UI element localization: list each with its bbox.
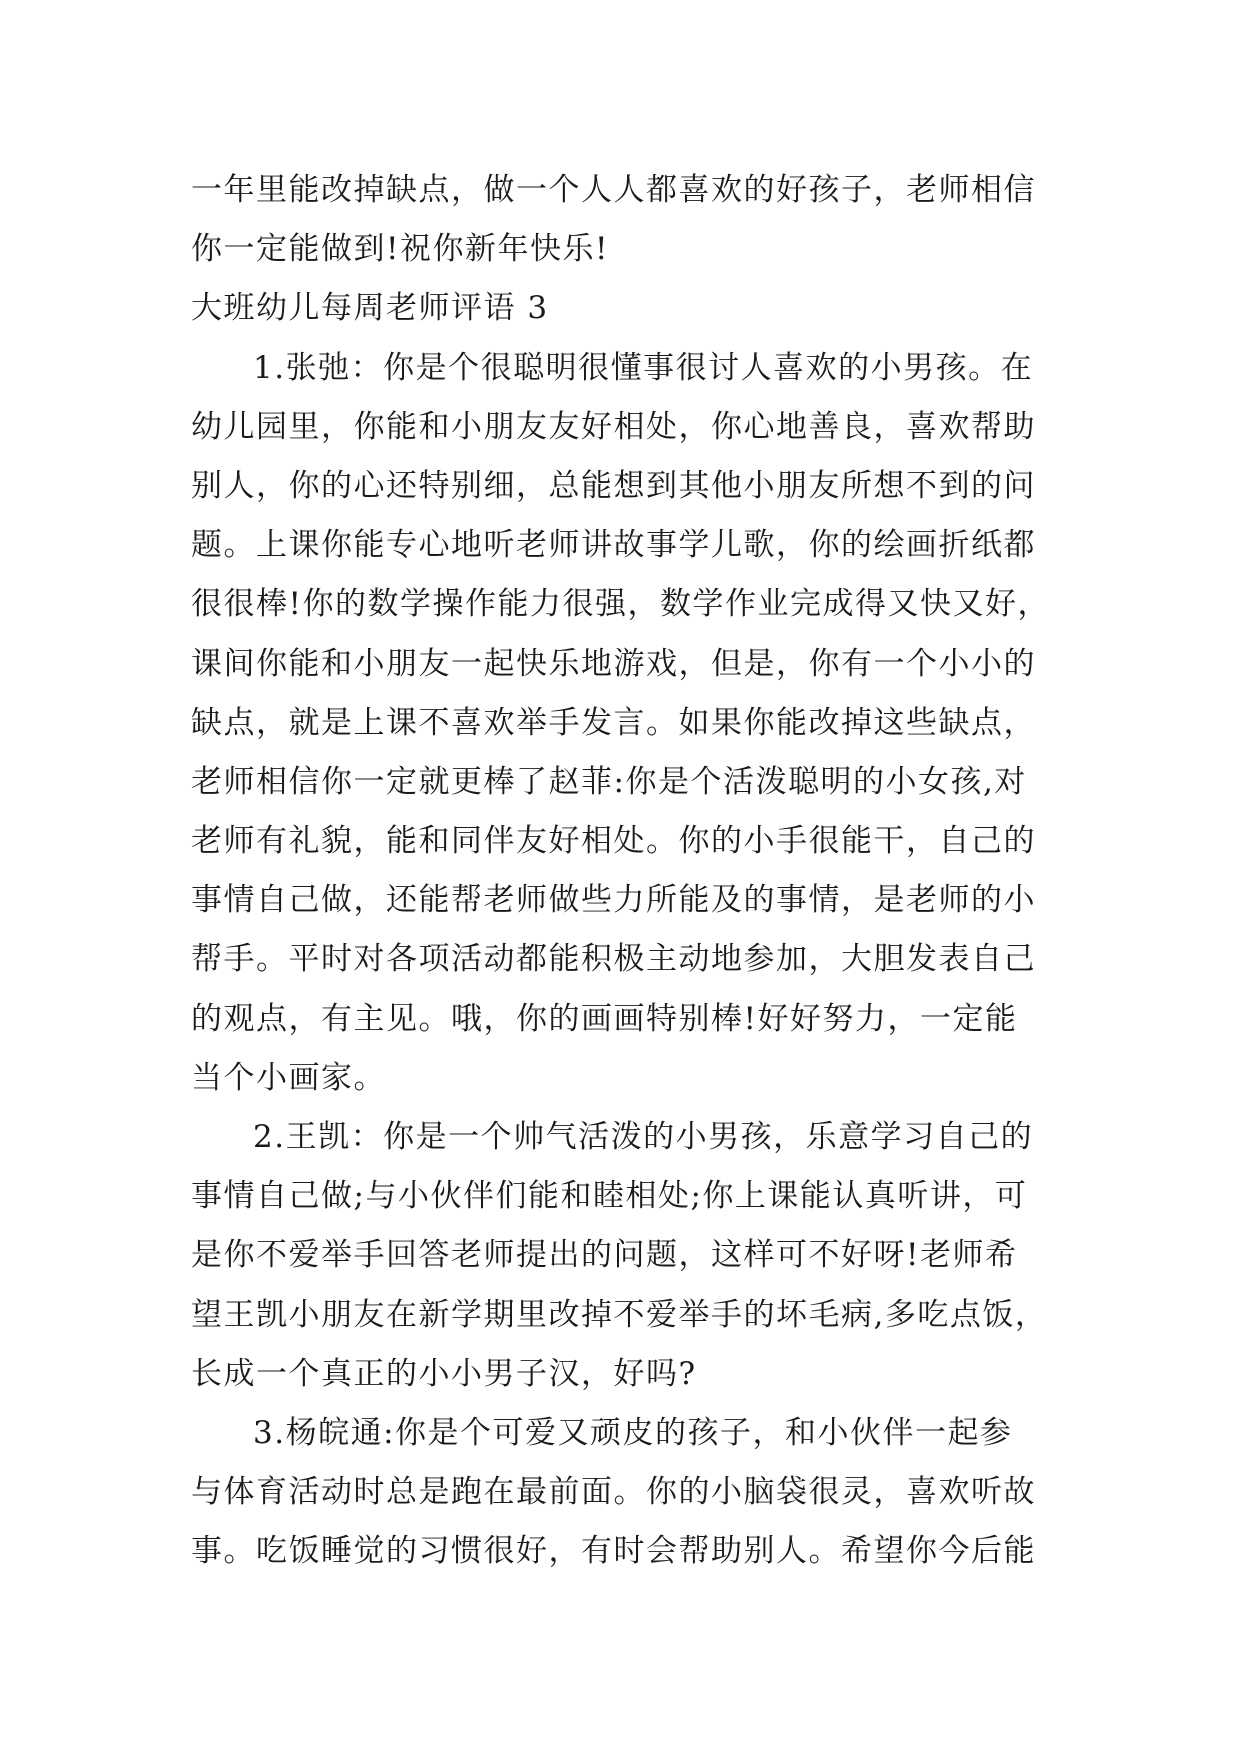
text-line: 一年里能改掉缺点，做一个人人都喜欢的好孩子，老师相信 <box>191 172 1036 208</box>
text-line: 的观点，有主见。哦，你的画画特别棒!好好努力，一定能 <box>191 1000 1018 1037</box>
text-line: 老师相信你一定就更棒了赵菲:你是个活泼聪明的小女孩,对 <box>191 763 1027 800</box>
text-line: 是你不爱举手回答老师提出的问题，这样可不好呀!老师希 <box>191 1237 1018 1274</box>
paragraph-start: 1.张弛：你是个很聪明很懂事很讨人喜欢的小男孩。在 <box>253 349 1034 386</box>
text-line: 长成一个真正的小小男子汉，好吗? <box>191 1355 697 1392</box>
text-line: 帮手。平时对各项活动都能积极主动地参加，大胆发表自己 <box>191 941 1036 978</box>
text-line: 望王凯小朋友在新学期里改掉不爱举手的坏毛病,多吃点饭， <box>191 1296 1048 1333</box>
text-line: 很很棒!你的数学操作能力很强，数学作业完成得又快又好， <box>191 586 1050 623</box>
text-line: 你一定能做到!祝你新年快乐! <box>191 231 609 268</box>
text-line: 别人，你的心还特别细，总能想到其他小朋友所想不到的问 <box>191 467 1036 504</box>
text-line: 题。上课你能专心地听老师讲故事学儿歌，你的绘画折纸都 <box>191 527 1036 564</box>
paragraph-start: 2.王凯：你是一个帅气活泼的小男孩，乐意学习自己的 <box>253 1119 1034 1155</box>
paragraph-start: 3.杨皖通:你是个可爱又顽皮的孩子，和小伙伴一起参 <box>253 1414 1013 1451</box>
text-line: 事。吃饭睡觉的习惯很好，有时会帮助别人。希望你今后能 <box>191 1533 1036 1570</box>
text-line: 幼儿园里，你能和小朋友友好相处，你心地善良，喜欢帮助 <box>191 408 1036 445</box>
text-line: 与体育活动时总是跑在最前面。你的小脑袋很灵，喜欢听故 <box>191 1474 1036 1511</box>
section-heading: 大班幼儿每周老师评语 3 <box>191 290 549 327</box>
text-line: 课间你能和小朋友一起快乐地游戏，但是，你有一个小小的 <box>191 645 1036 682</box>
document-body <box>191 161 1051 1582</box>
text-line: 老师有礼貌，能和同伴友好相处。你的小手很能干，自己的 <box>191 823 1036 860</box>
text-line: 事情自己做，还能帮老师做些力所能及的事情，是老师的小 <box>191 882 1036 919</box>
text-line: 事情自己做;与小伙伴们能和睦相处;你上课能认真听讲，可 <box>191 1178 1028 1215</box>
text-line: 当个小画家。 <box>191 1059 386 1096</box>
text-line: 缺点，就是上课不喜欢举手发言。如果你能改掉这些缺点， <box>191 704 1036 741</box>
